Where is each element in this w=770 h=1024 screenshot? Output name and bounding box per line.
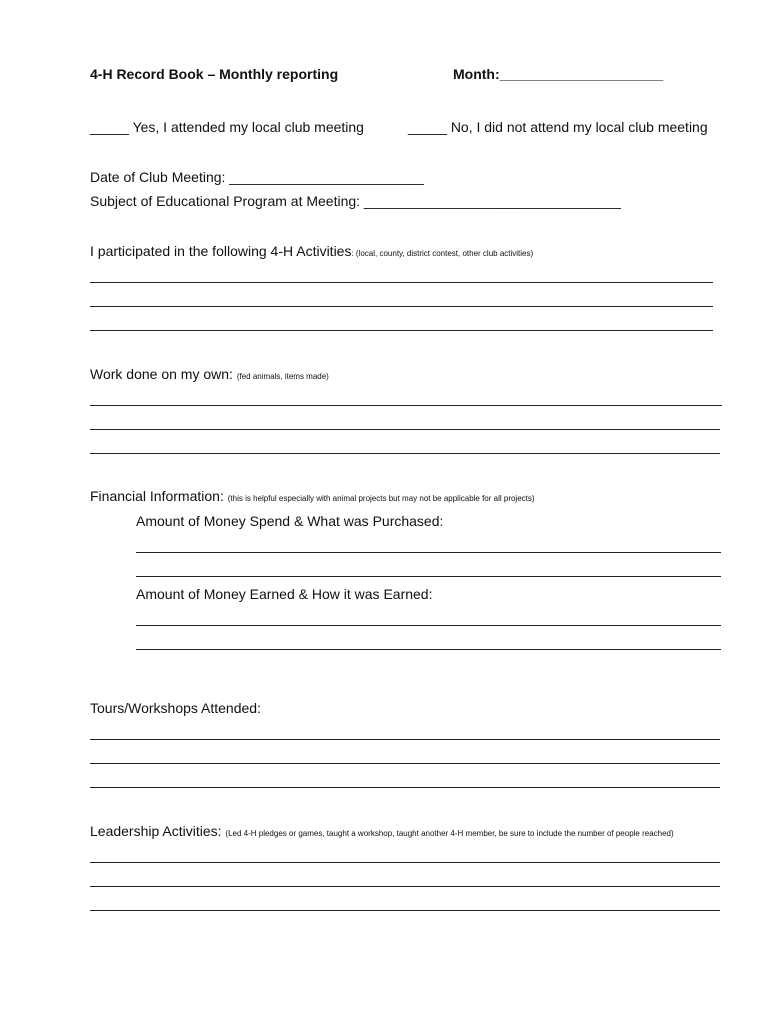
activities-label: I participated in the following 4-H Activities <box>90 243 352 259</box>
activities-answer-line[interactable] <box>90 282 713 283</box>
leadership-note: (Led 4-H pledges or games, taught a workshop, taught another 4-H member, be sure to include the number of people reached) <box>225 829 674 838</box>
financial-note: (this is helpful especially with animal projects but may not be applicable for all projects) <box>227 494 535 503</box>
activities-answer-line[interactable] <box>90 306 713 307</box>
work-note: (fed animals, items made) <box>236 372 329 381</box>
money-spent-label: Amount of Money Spend & What was Purchased: <box>136 513 444 529</box>
work-answer-line[interactable] <box>90 453 720 454</box>
leadership-answer-line[interactable] <box>90 862 720 863</box>
work-answer-line[interactable] <box>90 405 722 406</box>
leadership-label: Leadership Activities: <box>90 823 226 839</box>
money-spent-answer-line[interactable] <box>136 552 721 553</box>
activities-note: : (local, county, district contest, other club activities) <box>351 249 534 258</box>
tours-answer-line[interactable] <box>90 739 720 740</box>
month-field[interactable]: Month:_____________________ <box>453 66 664 82</box>
tours-answer-line[interactable] <box>90 763 720 764</box>
leadership-answer-line[interactable] <box>90 910 720 911</box>
tours-answer-line[interactable] <box>90 787 720 788</box>
educational-subject-field[interactable]: Subject of Educational Program at Meeting: _________________________________ <box>90 193 621 209</box>
form-title: 4-H Record Book – Monthly reporting <box>90 66 339 82</box>
money-earned-label: Amount of Money Earned & How it was Earned: <box>136 586 433 602</box>
tours-label: Tours/Workshops Attended: <box>90 700 261 716</box>
money-earned-answer-line[interactable] <box>136 625 721 626</box>
money-earned-answer-line[interactable] <box>136 649 721 650</box>
attended-yes-option[interactable]: _____ Yes, I attended my local club meeting <box>90 119 364 135</box>
money-spent-answer-line[interactable] <box>136 576 721 577</box>
work-heading <box>90 366 329 382</box>
meeting-date-field[interactable]: Date of Club Meeting: _________________________ <box>90 169 424 185</box>
work-label: Work done on my own: <box>90 366 237 382</box>
activities-answer-line[interactable] <box>90 330 713 331</box>
leadership-answer-line[interactable] <box>90 886 720 887</box>
financial-heading <box>90 488 535 504</box>
work-answer-line[interactable] <box>90 429 720 430</box>
financial-label: Financial Information: <box>90 488 228 504</box>
leadership-heading <box>90 823 674 839</box>
activities-heading <box>90 243 533 259</box>
attended-no-option[interactable]: _____ No, I did not attend my local club meeting <box>408 119 708 135</box>
